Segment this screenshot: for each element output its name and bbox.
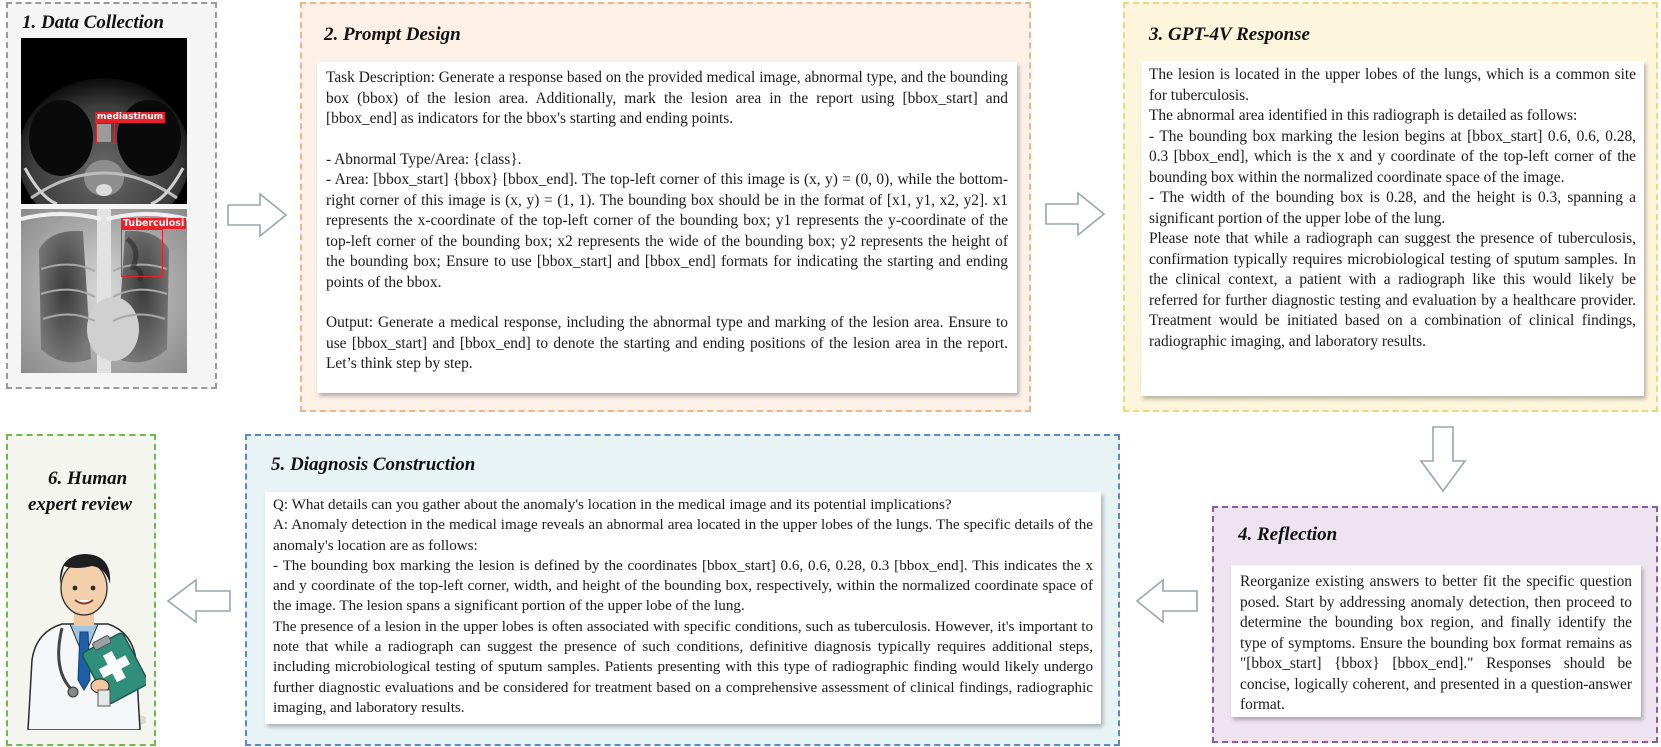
area-definition: - Area: [bbox_start] {bbox} [bbox_end]. The top-left corner of this image is (x, y) = (0, 0), while the bottom-right corner of this image is (x, y) = (1, 1). The bounding box should be in the format of [x1, y1, x2, y2]. x1 represents the x-coordinate of the top-left corner of the bounding box; y1 represents the y-coordinate of the top-left corner of the bounding box; x2 represents the wide of the bounding box; y2 represents the height of the bounding box; Ensure to use [bbox_start] and [bbox_end] formats for indicating the starting and ending points of the bbox.: [326, 171, 1008, 291]
response-note: Please note that while a radiograph can suggest the presence of tuberculosis, confirmation typically requires microbiological testing of sputum samples. In the clinical context, a patient with a radiograph like this would likely be referred for further diagnostic testing and evaluation by a healthcare provider. Treatment would be initiated based on a combination of clinical findings, radiographic imaging, and laboratory results.: [1149, 230, 1636, 350]
response-summary: The lesion is located in the upper lobes of the lungs, which is a common site for tuberculosis.: [1149, 66, 1636, 104]
arrow-right-icon: [1044, 190, 1108, 238]
ct-scan-image: [21, 38, 187, 204]
response-bbox: - The bounding box marking the lesion begins at [bbox_start] 0.6, 0.6, 0.28, 0.3 [bbox_end], which is the x and y coordinate of the top-left corner of the bounding box within the normalized coordinate space of the image.: [1149, 127, 1636, 186]
prompt-card: [317, 62, 1017, 393]
doctor-illustration: [22, 540, 146, 730]
panel-title: 3. GPT-4V Response: [1149, 24, 1310, 45]
panel-title: 5. Diagnosis Construction: [271, 454, 476, 475]
arrow-right-icon: [226, 191, 290, 239]
abnormal-type: - Abnormal Type/Area: {class}.: [326, 150, 522, 168]
output-instruction: Output: Generate a medical response, including the abnormal type and marking of the lesion area. Ensure to use [bbox_start] and [bbox_end] to denote the starting and ending positions of the lesion area in the report. Let’s think step by step.: [326, 314, 1008, 372]
xray-bbox: [121, 229, 163, 277]
task-description: Task Description: Generate a response based on the provided medical image, abnormal type, and the bounding box (bbox) of the lesion area. Additionally, mark the lesion area in the report using [bbox_start] and [bbox_end] as indicators for the bbox's starting and ending points.: [326, 69, 1008, 127]
panel-reflection: [1212, 506, 1658, 743]
panel-title: 2. Prompt Design: [324, 24, 461, 45]
panel-prompt-design: [300, 2, 1031, 412]
diagnosis-bbox: - The bounding box marking the lesion is defined by the coordinates [bbox_start] 0.6, 0.6, 0.28, 0.3 [bbox_end]. This indicates the x and y coordinate of the top-left corner, width, and height of the bounding box, respectively, within the normalized coordinate space of the image. The lesion spans a significant portion of the upper lobe of the lung.: [273, 557, 1093, 615]
panel-title: 4. Reflection: [1238, 524, 1338, 545]
ct-bbox: [96, 122, 115, 144]
panel-title: 1. Data Collection: [22, 12, 164, 33]
arrow-left-icon: [1131, 577, 1199, 625]
diagnosis-answer: A: Anomaly detection in the medical image reveals an abnormal area located in the upper lobes of the lungs. The specific details of the anomaly's location are as follows:: [273, 517, 1093, 554]
reflection-card: [1231, 565, 1641, 717]
panel-title-line1: 6. Human: [48, 468, 128, 489]
diagnosis-implications: The presence of a lesion in the upper lobes is often associated with specific conditions, such as tuberculosis. However, it's important to note that while a radiograph can suggest the presence of such conditions, definitive diagnosis typically requires additional steps, including microbiological testing of sputum samples. Patients presenting with this type of radiographic finding would likely undergo further diagnostic evaluations and be considered for treatment based on a comprehensive assessment of clinical findings, radiographic imaging, and laboratory results.: [273, 618, 1093, 716]
arrow-down-icon: [1418, 425, 1468, 495]
panel-human-expert-review: [6, 434, 156, 746]
panel-diagnosis-construction: [245, 434, 1120, 746]
panel-title-line2: expert review: [28, 494, 132, 515]
response-card: [1141, 61, 1644, 396]
panel-gpt4v-response: [1123, 2, 1658, 412]
panel-title: [28, 466, 132, 518]
chest-xray-image: [21, 209, 187, 373]
reflection-text: Reorganize existing answers to better fit the specific question posed. Start by addressing anomaly detection, then proceed to determine the bounding box region, and finally identify the type of symptoms. Ensure the bounding box format remains as "[bbox_start] {bbox} [bbox_end]." Responses should be concise, logically coherent, and presented in a question-answer format.: [1240, 573, 1632, 713]
xray-bbox-label: Tuberculosi: [123, 218, 185, 229]
panel-data-collection: [6, 2, 217, 389]
response-intro: The abnormal area identified in this radiograph is detailed as follows:: [1149, 107, 1578, 124]
response-size: - The width of the bounding box is 0.28, and the height is 0.3, spanning a significant portion of the upper lobe of the lung.: [1149, 189, 1636, 227]
diagnosis-card: [265, 492, 1101, 724]
arrow-left-icon: [162, 577, 232, 625]
diagnosis-question: Q: What details can you gather about the anomaly's location in the medical image and its potential implications?: [273, 497, 952, 513]
ct-bbox-label: mediastinum: [97, 112, 164, 122]
